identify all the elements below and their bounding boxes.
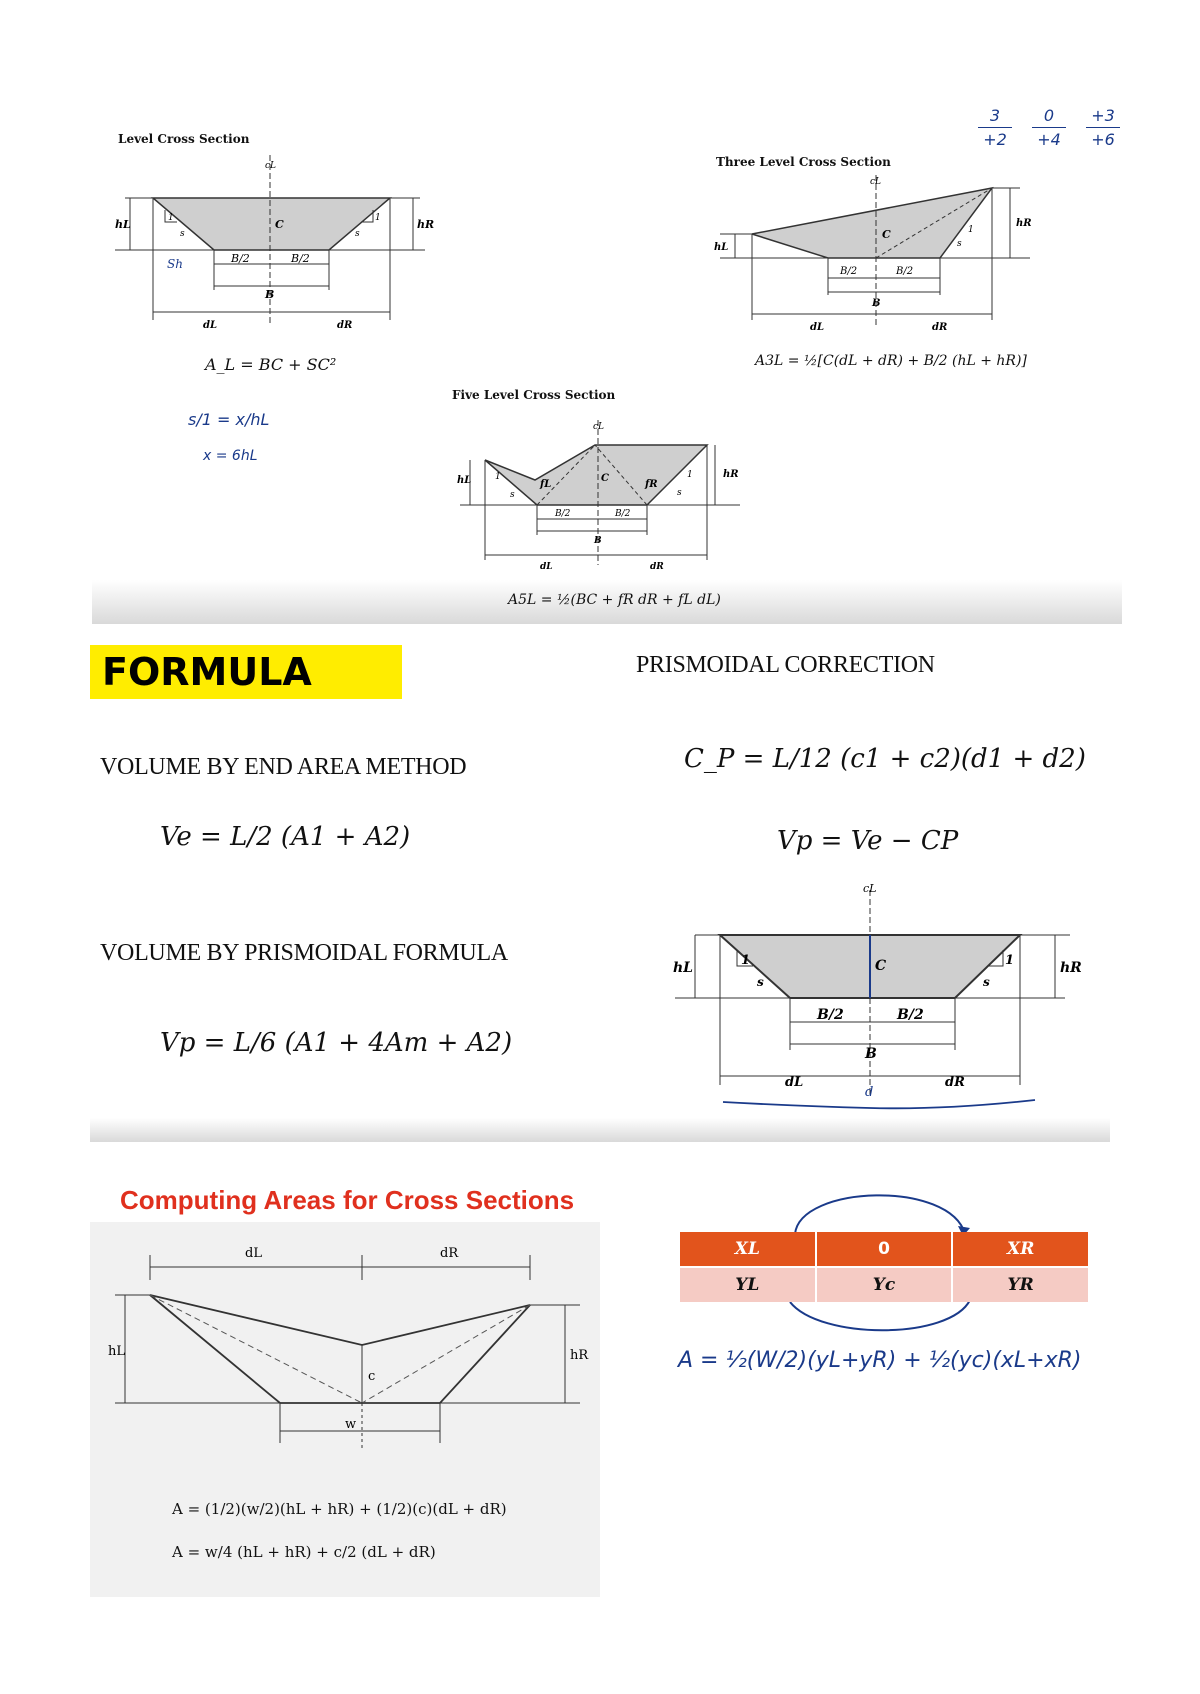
five-fr-label: fR xyxy=(645,479,658,490)
fraction-2-top: 0 xyxy=(1043,106,1055,125)
five-c-label: C xyxy=(601,473,609,484)
three-level-cross-section-diagram xyxy=(710,170,1040,340)
three-hr-label: hR xyxy=(1016,218,1032,229)
area-formula-2: A = w/4 (hL + hR) + c/2 (dL + dR) xyxy=(172,1543,436,1561)
mid-b-half-left: B/2 xyxy=(817,1007,844,1023)
three-hl-label: hL xyxy=(714,242,729,253)
five-hl-label: hL xyxy=(457,475,472,486)
vp-formula: Vp = L/6 (A1 + 4Am + A2) xyxy=(160,1028,513,1058)
handwritten-ratio: s/1 = x/hL xyxy=(188,410,270,429)
mid-cl-label: cL xyxy=(863,882,877,895)
three-b-half-right: B/2 xyxy=(896,266,914,277)
five-dl-label: dL xyxy=(540,562,553,572)
prismoidal-cross-section-diagram xyxy=(665,880,1085,1120)
five-b-label: B xyxy=(594,536,602,546)
cp-formula: C_P = L/12 (c1 + c2)(d1 + d2) xyxy=(684,744,1086,774)
three-dl-label: dL xyxy=(810,322,825,333)
bottom-c-label: c xyxy=(368,1369,376,1384)
level-cross-section-diagram xyxy=(105,150,435,340)
level-c-label: C xyxy=(275,218,284,231)
handwritten-x-equation: x = 6hL xyxy=(203,448,258,464)
level-b-half-right: B/2 xyxy=(291,252,310,265)
five-s-right: s xyxy=(677,488,682,498)
bottom-w-label: w xyxy=(345,1417,357,1432)
five-one-right: 1 xyxy=(687,470,693,480)
mid-dl-label: dL xyxy=(785,1075,804,1090)
five-s-left: s xyxy=(510,490,515,500)
mid-one-left: 1 xyxy=(741,953,751,968)
five-cl-label: cL xyxy=(593,422,605,432)
fraction-2-bottom: +4 xyxy=(1037,130,1061,149)
prismoidal-correction-heading: PRISMOIDAL CORRECTION xyxy=(636,652,935,678)
level-one-left: 1 xyxy=(168,213,174,223)
prismoidal-heading: VOLUME BY PRISMOIDAL FORMULA xyxy=(100,940,508,966)
five-fl-label: fL xyxy=(540,479,552,490)
table-cell-xl: XL xyxy=(680,1232,817,1266)
fraction-1-top: 3 xyxy=(989,106,1001,125)
computing-areas-title: Computing Areas for Cross Sections xyxy=(120,1185,575,1215)
level-dl-label: dL xyxy=(203,320,218,331)
level-b-label: B xyxy=(265,288,275,301)
level-hl-label: hL xyxy=(115,218,131,231)
level-s-left: s xyxy=(180,229,185,239)
level-s-right: s xyxy=(355,229,360,239)
three-level-area-formula: A3L = ½[C(dL + dR) + B/2 (hL + hR)] xyxy=(755,353,1027,369)
table-cell-yc: Yc xyxy=(817,1268,954,1302)
three-c-label: C xyxy=(882,228,891,241)
five-level-cross-section-diagram xyxy=(455,415,745,575)
five-b-half-left: B/2 xyxy=(555,509,571,519)
mid-one-right: 1 xyxy=(1005,953,1015,968)
handwritten-fraction-3 xyxy=(1086,106,1120,149)
fraction-1-bottom: +2 xyxy=(983,130,1007,149)
three-b-half-left: B/2 xyxy=(840,266,858,277)
bottom-dr-label: dR xyxy=(440,1246,459,1261)
three-one-label: 1 xyxy=(968,225,974,235)
formula-tag: FORMULA xyxy=(90,645,402,699)
mid-c-label: C xyxy=(875,958,887,974)
handwritten-area-formula: A = ½(W/2)(yL+yR) + ½(yc)(xL+xR) xyxy=(678,1348,1082,1373)
coordinate-table xyxy=(680,1232,1088,1302)
handwritten-fraction-1 xyxy=(978,106,1012,149)
vp-minus-formula: Vp = Ve − CP xyxy=(777,826,959,856)
end-area-heading: VOLUME BY END AREA METHOD xyxy=(100,754,467,780)
mid-s-right: s xyxy=(983,975,990,989)
ve-formula: Ve = L/2 (A1 + A2) xyxy=(160,822,411,852)
five-level-section-title: Five Level Cross Section xyxy=(452,388,616,402)
level-section-title: Level Cross Section xyxy=(118,132,250,146)
five-b-half-right: B/2 xyxy=(615,509,631,519)
five-hr-label: hR xyxy=(723,469,739,480)
three-s-label: s xyxy=(957,239,962,249)
mid-hl-label: hL xyxy=(673,960,694,976)
level-one-right: 1 xyxy=(375,213,381,223)
level-area-formula: A_L = BC + SC² xyxy=(205,355,337,374)
level-dr-label: dR xyxy=(337,320,353,331)
table-cell-yl: YL xyxy=(680,1268,817,1302)
three-level-section-title: Three Level Cross Section xyxy=(716,155,891,169)
computing-areas-diagram xyxy=(110,1235,590,1455)
handwritten-fraction-2 xyxy=(1032,106,1066,149)
table-cell-zero: 0 xyxy=(817,1232,954,1266)
level-b-half-left: B/2 xyxy=(231,252,250,265)
mid-hr-label: hR xyxy=(1060,960,1082,976)
bottom-dl-label: dL xyxy=(245,1246,262,1261)
area-formula-1: A = (1/2)(w/2)(hL + hR) + (1/2)(c)(dL + dR) xyxy=(172,1500,507,1518)
mid-s-left: s xyxy=(757,975,764,989)
five-dr-label: dR xyxy=(650,562,664,572)
three-cl-label: cL xyxy=(870,177,882,187)
table-cell-yr: YR xyxy=(1007,1275,1034,1295)
three-b-label: B xyxy=(872,298,881,309)
bottom-hl-label: hL xyxy=(108,1344,126,1359)
level-handwritten-shl: Sh xyxy=(167,257,183,271)
mid-dr-label: dR xyxy=(945,1075,965,1090)
mid-b-half-right: B/2 xyxy=(897,1007,924,1023)
five-one-left: 1 xyxy=(495,472,501,482)
middle-gray-band xyxy=(90,1118,1110,1142)
mid-b-label: B xyxy=(865,1046,877,1062)
five-level-area-formula: A5L = ½(BC + fR dR + fL dL) xyxy=(508,592,721,608)
level-hr-label: hR xyxy=(417,218,435,231)
mid-d-label: d xyxy=(865,1085,874,1100)
fraction-3-top: +3 xyxy=(1091,106,1115,125)
level-cl-label: cL xyxy=(265,161,277,171)
table-cell-xr: XR xyxy=(1007,1239,1035,1259)
three-dr-label: dR xyxy=(932,322,948,333)
bottom-hr-label: hR xyxy=(570,1348,589,1363)
fraction-3-bottom: +6 xyxy=(1091,130,1115,149)
